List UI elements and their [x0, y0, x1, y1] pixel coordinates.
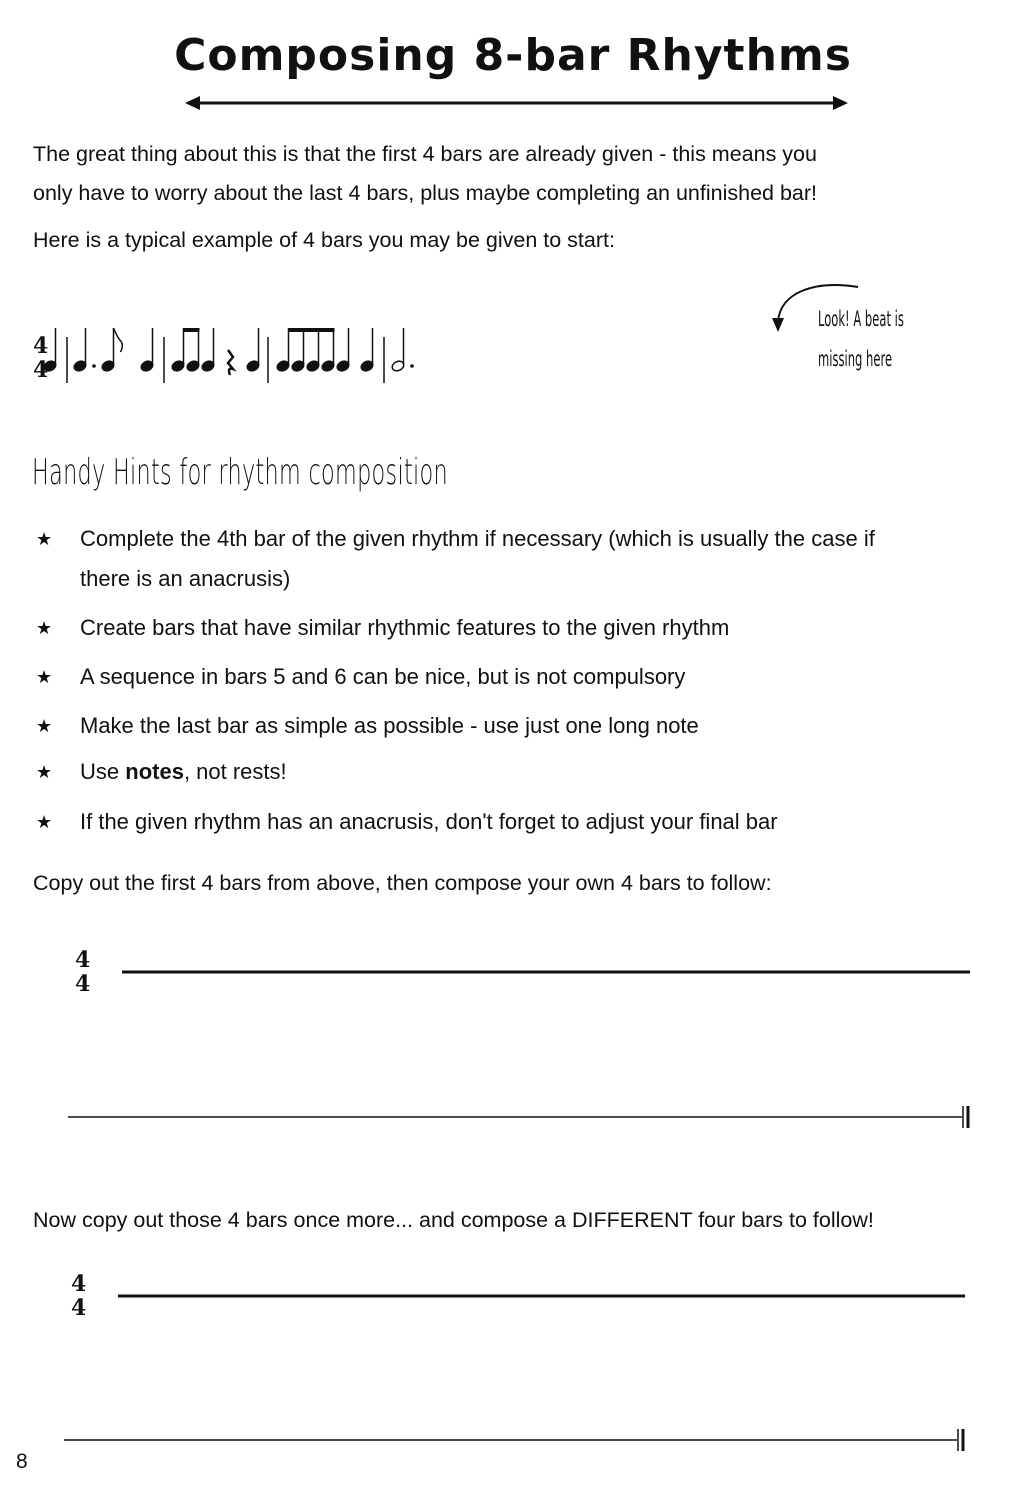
- ts-bottom: 4: [33, 357, 49, 383]
- ts-top: 4: [33, 333, 49, 359]
- page-number: 8: [16, 1450, 28, 1473]
- beam: [289, 328, 335, 332]
- dot: [92, 364, 96, 368]
- star-bullet-icon: ★: [36, 762, 53, 782]
- hint-6: If the given rhythm has an anacrusis, don't forget to adjust your final bar: [80, 809, 778, 834]
- quarter-rest-icon: [228, 350, 233, 375]
- time-signature: [75, 948, 90, 996]
- instruction-2: Now copy out those 4 bars once more... and compose a DIFFERENT four bars to follow!: [33, 1208, 874, 1232]
- star-bullet-icon: ★: [36, 812, 53, 832]
- final-double-barline: [958, 1429, 963, 1451]
- hint-5: [80, 759, 287, 785]
- hint-1-line-1: Complete the 4th bar of the given rhythm if necessary (which is usually the case if: [80, 526, 875, 551]
- time-signature: [71, 1272, 86, 1320]
- hint-5-post: , not rests!: [183, 759, 287, 784]
- hint-5-pre: Use: [80, 759, 126, 784]
- annotation-line-2: missing here: [818, 347, 893, 371]
- ts-bottom: 4: [75, 971, 91, 997]
- instruction-1: Copy out the first 4 bars from above, then compose your own 4 bars to follow:: [33, 871, 772, 895]
- final-double-barline: [963, 1106, 968, 1128]
- dot: [410, 364, 414, 368]
- ts-bottom: 4: [71, 1295, 87, 1321]
- eighth-flag: [114, 328, 123, 352]
- star-bullet-icon: ★: [36, 667, 53, 687]
- hint-5-bold: notes: [125, 759, 184, 784]
- hint-4: Make the last bar as simple as possible - use just one long note: [80, 713, 699, 738]
- beam: [184, 328, 200, 332]
- intro-line-1: The great thing about this is that the first 4 bars are already given - this means you: [33, 142, 817, 166]
- star-bullet-icon: ★: [36, 716, 53, 736]
- ts-top: 4: [75, 947, 91, 973]
- time-signature: [33, 334, 48, 382]
- intro-line-3: Here is a typical example of 4 bars you may be given to start:: [33, 228, 615, 252]
- ts-top: 4: [71, 1271, 87, 1297]
- page-title: Composing 8-bar Rhythms: [174, 30, 852, 81]
- example-rhythm: [43, 328, 414, 383]
- annotation-line-1: Look! A beat is: [818, 307, 904, 331]
- intro-line-2: only have to worry about the last 4 bars, plus maybe completing an unfinished bar!: [33, 181, 818, 205]
- hint-2: Create bars that have similar rhythmic features to the given rhythm: [80, 615, 730, 640]
- star-bullet-icon: ★: [36, 529, 53, 549]
- title-double-arrow: [185, 96, 848, 110]
- hints-heading: Handy Hints for rhythm composition: [32, 452, 448, 493]
- hint-3: A sequence in bars 5 and 6 can be nice, but is not compulsory: [80, 664, 686, 689]
- star-bullet-icon: ★: [36, 618, 53, 638]
- hint-1-line-2: there is an anacrusis): [80, 566, 291, 591]
